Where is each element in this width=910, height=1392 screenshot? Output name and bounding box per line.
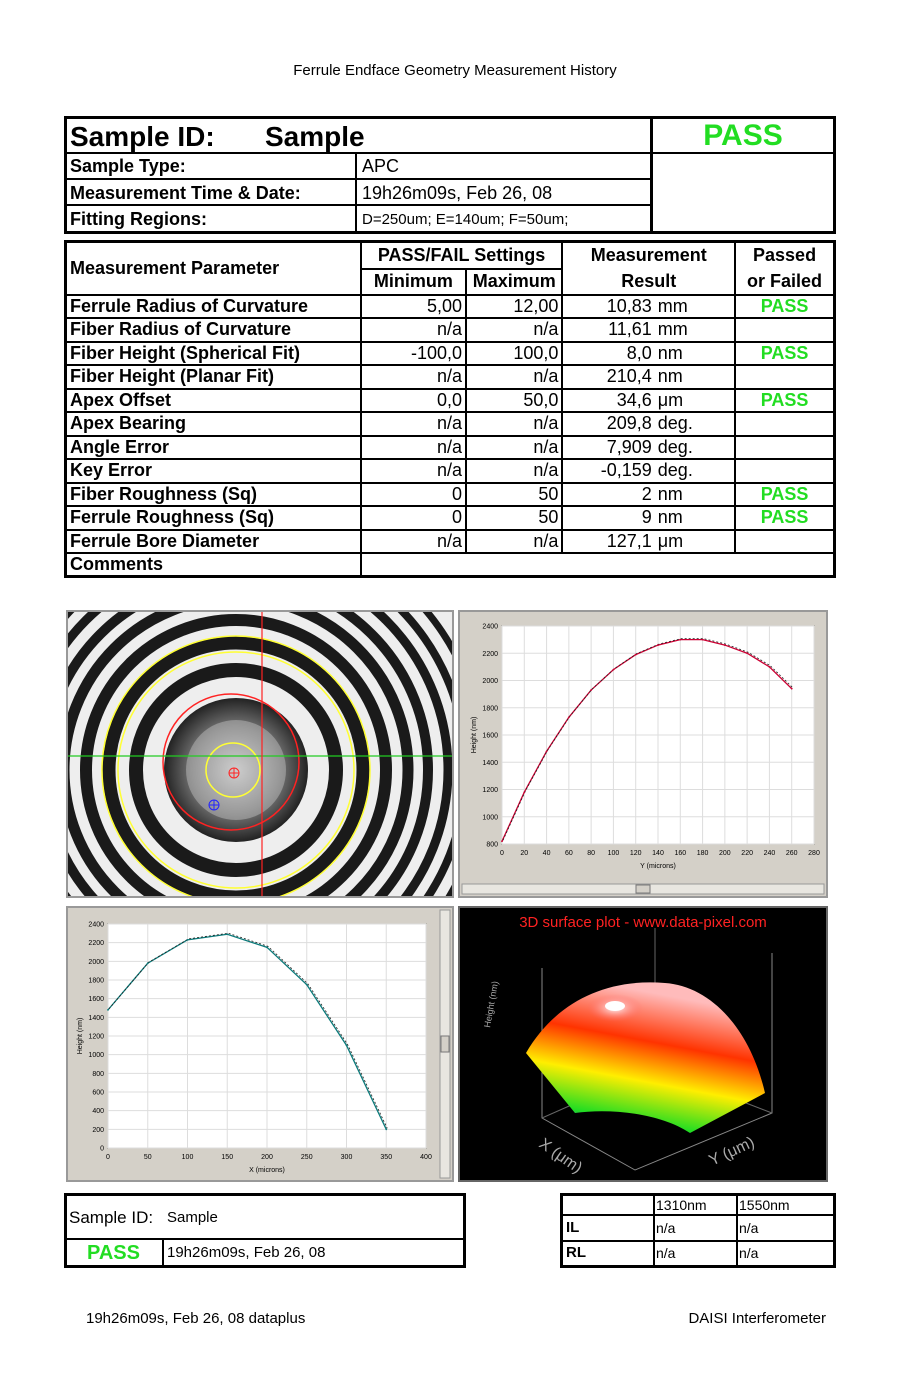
max-header: Maximum: [466, 269, 562, 295]
data-point: [346, 1044, 348, 1046]
x-tick-label: 180: [696, 850, 709, 857]
interferogram-panel: [66, 610, 454, 898]
param-max: n/a: [466, 412, 562, 436]
table-row: [66, 459, 835, 483]
param-max: n/a: [466, 365, 562, 389]
param-name: Fiber Height (Spherical Fit): [66, 342, 361, 366]
data-point: [107, 1009, 109, 1011]
status-badge: PASS: [653, 119, 833, 154]
param-unit: μm: [655, 530, 735, 554]
comments-label: Comments: [66, 553, 361, 577]
param-unit: deg.: [655, 459, 735, 483]
param-unit: nm: [655, 483, 735, 507]
y-tick-label: 800: [486, 841, 498, 849]
param-result: 7,909: [562, 436, 654, 460]
surface-3d-x-label: X (μm): [535, 1135, 586, 1177]
x-tick-label: 80: [587, 850, 596, 857]
regions-label: Fitting Regions:: [70, 209, 207, 229]
table-row: [66, 389, 835, 413]
scrollbar-thumb[interactable]: [636, 885, 650, 893]
x-axis-label: Y (microns): [640, 863, 676, 870]
param-unit: deg.: [655, 412, 735, 436]
param-min: n/a: [361, 436, 466, 460]
x-tick-label: 400: [420, 1154, 432, 1161]
x-tick-label: 160: [674, 850, 687, 857]
param-unit: mm: [655, 295, 735, 319]
data-point: [613, 669, 615, 671]
col-1310: 1310nm: [656, 1197, 707, 1213]
y-tick-label: 1000: [482, 814, 498, 822]
data-point: [769, 666, 771, 668]
page-title: Ferrule Endface Geometry Measurement History: [293, 62, 617, 79]
param-min: n/a: [361, 530, 466, 554]
x-tick-label: 300: [340, 1154, 353, 1161]
y-tick-label: 2000: [88, 958, 104, 966]
param-status: PASS: [735, 295, 834, 319]
table-row: [66, 365, 835, 389]
param-unit: nm: [655, 342, 735, 366]
y-tick-label: 2200: [88, 940, 104, 948]
y-tick-label: 0: [100, 1145, 104, 1153]
param-status: PASS: [735, 483, 834, 507]
x-tick-label: 220: [741, 850, 753, 857]
y-tick-label: 1000: [88, 1052, 104, 1060]
data-point: [187, 939, 189, 941]
param-name: Ferrule Radius of Curvature: [66, 295, 361, 319]
y-tick-label: 1200: [482, 787, 498, 794]
table-row: [66, 412, 835, 436]
y-axis-label: Height (nm): [77, 1017, 84, 1055]
footer-time: 19h26m09s, Feb 26, 08: [167, 1244, 326, 1261]
surface-3d-y-label: Y (μm): [706, 1133, 758, 1170]
y-axis-label: Height (nm): [471, 716, 478, 754]
param-min: 5,00: [361, 295, 466, 319]
footer-sample-id-value: Sample: [167, 1209, 218, 1226]
param-name: Apex Bearing: [66, 412, 361, 436]
x-tick-label: 0: [106, 1154, 110, 1161]
param-unit: deg.: [655, 436, 735, 460]
param-max: 12,00: [466, 295, 562, 319]
x-tick-label: 50: [143, 1154, 152, 1161]
loss-table: [560, 1193, 836, 1268]
sample-id-row: [67, 119, 653, 154]
param-header: Measurement Parameter: [66, 242, 361, 295]
y-tick-label: 1600: [482, 732, 498, 740]
surface-3d-title: 3D surface plot - www.data-pixel.com: [519, 914, 767, 931]
y-tick-label: 600: [92, 1089, 104, 1097]
x-tick-label: 150: [221, 1154, 234, 1161]
data-point: [746, 652, 748, 654]
x-axis-label: X (microns): [249, 1167, 285, 1174]
param-max: n/a: [466, 318, 562, 342]
data-point: [306, 984, 308, 986]
param-status: [735, 530, 834, 554]
regions-row: [67, 206, 653, 231]
x-tick-label: 260: [785, 850, 798, 857]
col-1550: 1550nm: [739, 1197, 790, 1213]
param-min: 0: [361, 483, 466, 507]
x-tick-label: 250: [300, 1154, 313, 1161]
y-tick-label: 1800: [482, 705, 498, 713]
data-point: [702, 639, 704, 641]
param-max: 50: [466, 506, 562, 530]
y-tick-label: 800: [92, 1070, 104, 1078]
time-label: Measurement Time & Date:: [70, 183, 301, 203]
x-profile-panel: [66, 906, 454, 1182]
x-tick-label: 100: [181, 1154, 194, 1161]
param-name: Apex Offset: [66, 389, 361, 413]
param-max: n/a: [466, 530, 562, 554]
param-name: Fiber Height (Planar Fit): [66, 365, 361, 389]
footer-sample-id-label: Sample ID:: [69, 1208, 154, 1227]
scrollbar-thumb[interactable]: [441, 1036, 449, 1052]
divider: [67, 1238, 463, 1240]
data-point: [590, 689, 592, 691]
data-point: [523, 791, 525, 793]
x-tick-label: 140: [652, 850, 664, 857]
data-point: [546, 750, 548, 752]
y-profile-panel: [458, 610, 828, 898]
y-profile-chart: [460, 612, 826, 896]
table-row: [66, 506, 835, 530]
param-min: 0: [361, 506, 466, 530]
y-tick-label: 400: [92, 1108, 104, 1116]
table-row: [66, 342, 835, 366]
y-tick-label: 2000: [482, 678, 498, 685]
param-name: Angle Error: [66, 436, 361, 460]
param-result: 8,0: [562, 342, 654, 366]
table-row: [66, 436, 835, 460]
param-status: PASS: [735, 506, 834, 530]
il-1550: n/a: [739, 1220, 759, 1236]
sample-type-row: [67, 154, 653, 180]
settings-header: PASS/FAIL Settings: [361, 242, 563, 269]
param-status: [735, 365, 834, 389]
y-tick-label: 1200: [88, 1033, 104, 1041]
param-min: -100,0: [361, 342, 466, 366]
param-status: [735, 459, 834, 483]
sample-header: [64, 116, 836, 234]
y-tick-label: 1400: [482, 759, 498, 767]
data-point: [724, 644, 726, 646]
footer-sample: [64, 1193, 466, 1268]
param-status: [735, 412, 834, 436]
min-header: Minimum: [361, 269, 466, 295]
param-max: 50: [466, 483, 562, 507]
param-status: [735, 436, 834, 460]
x-tick-label: 280: [808, 850, 820, 857]
param-max: 100,0: [466, 342, 562, 366]
y-tick-label: 2400: [482, 623, 498, 631]
divider: [162, 1238, 164, 1265]
data-point: [501, 840, 503, 842]
y-tick-label: 1600: [88, 996, 104, 1004]
data-point: [568, 716, 570, 718]
param-unit: mm: [655, 318, 735, 342]
param-max: n/a: [466, 436, 562, 460]
data-point: [226, 933, 228, 935]
comments-field: [361, 553, 835, 577]
x-tick-label: 20: [520, 850, 529, 857]
y-tick-label: 1800: [88, 977, 104, 985]
x-tick-label: 60: [564, 850, 573, 857]
time-row: [67, 180, 653, 206]
x-tick-label: 120: [629, 850, 642, 857]
data-point: [635, 654, 637, 656]
param-min: 0,0: [361, 389, 466, 413]
table-row: [66, 295, 835, 319]
rl-label: RL: [566, 1244, 586, 1261]
time-value: 19h26m09s, Feb 26, 08: [362, 183, 553, 203]
param-result: -0,159: [562, 459, 654, 483]
y-tick-label: 2200: [482, 650, 498, 658]
regions-value: D=250um; E=140um; F=50um;: [362, 211, 569, 228]
x-tick-label: 200: [719, 850, 731, 857]
param-min: n/a: [361, 318, 466, 342]
data-point: [679, 639, 681, 641]
rl-1310: n/a: [656, 1245, 676, 1261]
pf-header-1: Passed: [735, 242, 834, 269]
param-name: Fiber Radius of Curvature: [66, 318, 361, 342]
bottom-right-text: DAISI Interferometer: [688, 1310, 826, 1327]
param-unit: nm: [655, 365, 735, 389]
data-point: [147, 962, 149, 964]
data-point: [657, 644, 659, 646]
param-status: PASS: [735, 342, 834, 366]
result-header-1: Measurement: [562, 242, 735, 269]
sample-type-value: APC: [362, 156, 400, 176]
data-point: [791, 688, 793, 690]
x-tick-label: 40: [542, 850, 551, 857]
param-min: n/a: [361, 365, 466, 389]
interferogram-image: [68, 612, 452, 896]
x-profile-chart: [68, 908, 452, 1180]
param-result: 209,8: [562, 412, 654, 436]
param-result: 9: [562, 506, 654, 530]
data-point: [385, 1128, 387, 1130]
pf-header-2: or Failed: [735, 269, 834, 295]
param-result: 210,4: [562, 365, 654, 389]
param-max: n/a: [466, 459, 562, 483]
il-label: IL: [566, 1219, 580, 1236]
table-row: [66, 530, 835, 554]
sample-id-value: Sample: [265, 121, 365, 152]
result-header-2: Result: [562, 269, 735, 295]
param-unit: nm: [655, 506, 735, 530]
x-tick-label: 350: [380, 1154, 393, 1161]
footer-status: PASS: [87, 1242, 140, 1264]
surface-3d-z-label: Height (nm): [482, 980, 501, 1029]
x-tick-label: 0: [500, 850, 504, 857]
param-name: Ferrule Bore Diameter: [66, 530, 361, 554]
y-tick-label: 1400: [88, 1014, 104, 1022]
y-tick-label: 200: [92, 1126, 104, 1134]
x-tick-label: 200: [261, 1154, 273, 1161]
x-tick-label: 240: [763, 850, 776, 857]
y-tick-label: 2400: [88, 921, 104, 929]
surface-3d-plot: [460, 908, 826, 1180]
param-status: PASS: [735, 389, 834, 413]
param-result: 2: [562, 483, 654, 507]
sample-type-label: Sample Type:: [70, 156, 186, 176]
data-point: [266, 946, 268, 948]
param-min: n/a: [361, 459, 466, 483]
param-status: [735, 318, 834, 342]
table-row: [66, 483, 835, 507]
param-result: 34,6: [562, 389, 654, 413]
sample-id-label: Sample ID:: [70, 121, 215, 152]
param-unit: μm: [655, 389, 735, 413]
param-result: 10,83: [562, 295, 654, 319]
param-name: Key Error: [66, 459, 361, 483]
rl-1550: n/a: [739, 1245, 759, 1261]
param-min: n/a: [361, 412, 466, 436]
il-1310: n/a: [656, 1220, 676, 1236]
param-name: Fiber Roughness (Sq): [66, 483, 361, 507]
bottom-left-text: 19h26m09s, Feb 26, 08 dataplus: [86, 1310, 306, 1327]
param-name: Ferrule Roughness (Sq): [66, 506, 361, 530]
param-result: 127,1: [562, 530, 654, 554]
param-result: 11,61: [562, 318, 654, 342]
surface-3d-panel: [458, 906, 828, 1182]
x-tick-label: 100: [607, 850, 620, 857]
param-max: 50,0: [466, 389, 562, 413]
parameters-table: [64, 240, 836, 578]
table-row: [66, 318, 835, 342]
